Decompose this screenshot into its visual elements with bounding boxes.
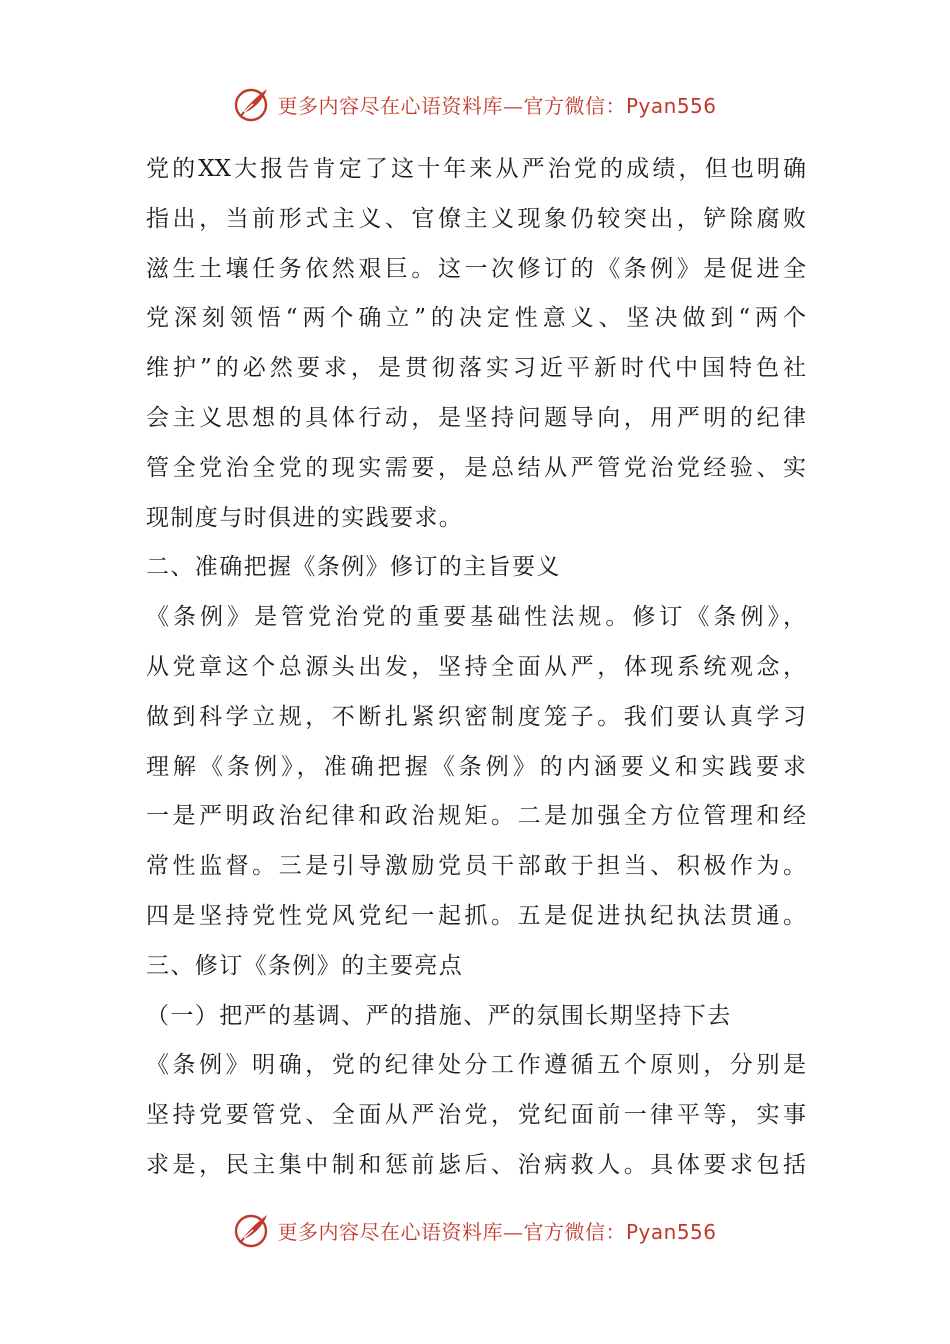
text-line: （一）把严的基调、严的措施、严的氛围长期坚持下去 bbox=[146, 1002, 732, 1029]
text-line: 求是，民主集中制和惩前毖后、治病救人。具体要求包括 bbox=[146, 1151, 806, 1178]
text-line: 《条例》是管党治党的重要基础性法规。修订《条例》， bbox=[146, 604, 806, 631]
text-line: 理解《条例》，准确把握《条例》的内涵要义和实践要求 bbox=[146, 753, 806, 780]
footer-watermark-text: 更多内容尽在心语资料库—官方微信：Pyan556 bbox=[277, 1219, 717, 1244]
text-line: 管全党治全党的现实需要，是总结从严管党治党经验、实 bbox=[146, 454, 806, 481]
text-line: 指出，当前形式主义、官僚主义现象仍较突出，铲除腐败 bbox=[146, 205, 806, 232]
text-line: 维护”的必然要求，是贯彻落实习近平新时代中国特色社 bbox=[146, 355, 806, 382]
text-line: 做到科学立规，不断扎紧织密制度笼子。我们要认真学习 bbox=[146, 703, 806, 730]
document-body bbox=[146, 145, 806, 1191]
text-line: 《条例》明确，党的纪律处分工作遵循五个原则，分别是 bbox=[146, 1052, 806, 1079]
text-line: 常性监督。三是引导激励党员干部敢于担当、积极作为。 bbox=[146, 853, 806, 880]
footer-watermark bbox=[0, 1208, 950, 1252]
text-line: 从党章这个总源头出发，坚持全面从严，体现系统观念， bbox=[146, 653, 806, 680]
footer-wechat-id: Pyan556 bbox=[625, 1219, 717, 1244]
text-line: 一是严明政治纪律和政治规矩。二是加强全方位管理和经 bbox=[146, 803, 806, 830]
header-watermark bbox=[0, 82, 950, 126]
text-line: 党深刻领悟“两个确立”的决定性意义、坚决做到“两个 bbox=[146, 305, 806, 332]
text-line: 会主义思想的具体行动，是坚持问题导向，用严明的纪律 bbox=[146, 404, 806, 431]
header-wechat-id: Pyan556 bbox=[625, 93, 717, 118]
quill-logo-icon bbox=[233, 84, 273, 124]
text-line: 现制度与时俱进的实践要求。 bbox=[146, 504, 464, 531]
text-line: 坚持党要管党、全面从严治党，党纪面前一律平等，实事 bbox=[146, 1102, 806, 1129]
quill-logo-icon bbox=[233, 1210, 273, 1250]
text-line: 三、修订《条例》的主要亮点 bbox=[146, 952, 464, 979]
text-line: 二、准确把握《条例》修订的主旨要义 bbox=[146, 554, 561, 581]
text-line: 四是坚持党性党风党纪一起抓。五是促进执纪执法贯通。 bbox=[146, 902, 806, 929]
text-line: 滋生土壤任务依然艰巨。这一次修订的《条例》是促进全 bbox=[146, 255, 806, 282]
header-watermark-text: 更多内容尽在心语资料库—官方微信：Pyan556 bbox=[277, 93, 717, 118]
text-line: 党的XX大报告肯定了这十年来从严治党的成绩，但也明确 bbox=[146, 156, 806, 182]
